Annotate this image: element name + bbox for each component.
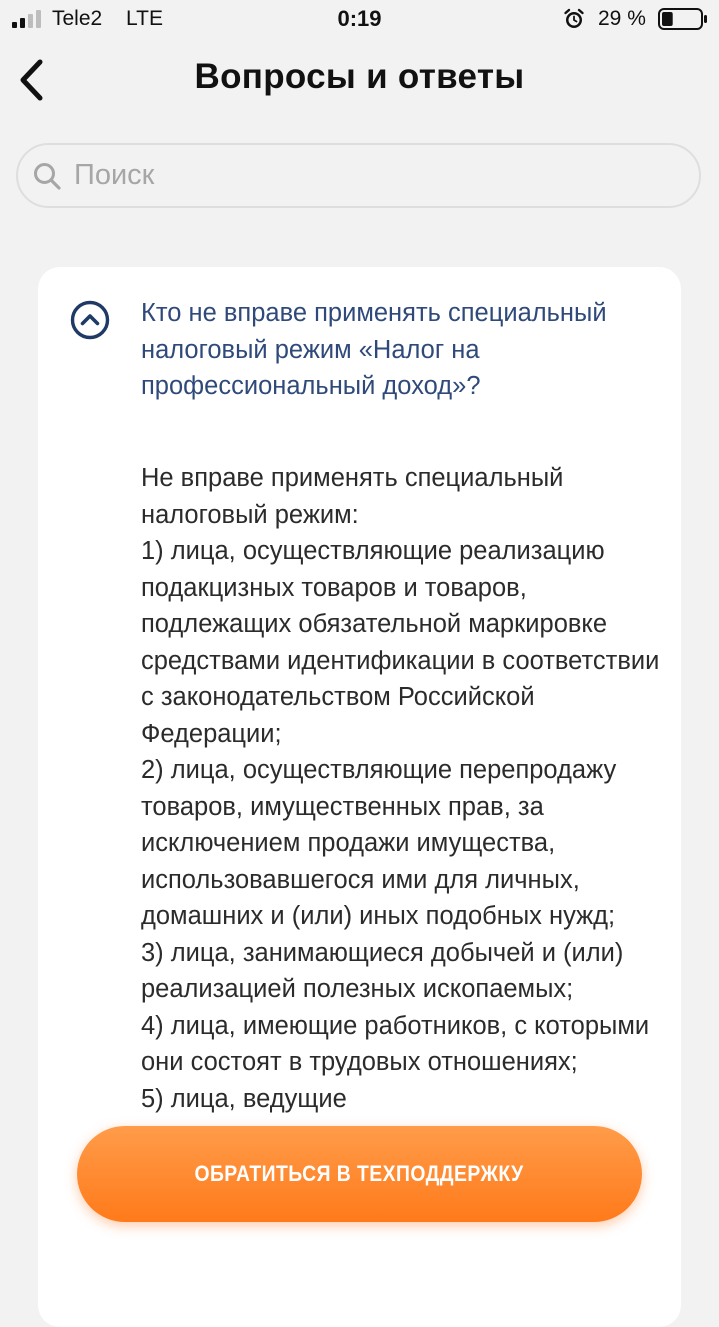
contact-support-button[interactable] bbox=[77, 1126, 642, 1222]
faq-answer: Не вправе применять специальный налоговый режим: 1) лица, осуществляющие реализацию подакцизных товаров и товаров, подлежащих обязательной маркировке средствами идентификации в соответствии с законодательством Российской Федерации; 2) лица, осуществляющие перепродажу товаров, имущественных прав, за исключением продажи имущества, использовавшегося ими для личных, домашних и (или) иных подобных нужд; 3) лица, занимающиеся добычей и (или) реализацией полезных ископаемых; 4) лица, имеющие работников, с которыми они состоят в трудовых отношениях; 5) лица, ведущие bbox=[141, 464, 660, 1113]
clock: 0:19 bbox=[337, 6, 382, 31]
status-bar bbox=[0, 0, 719, 40]
network-type: LTE bbox=[126, 7, 163, 30]
battery-icon bbox=[658, 8, 708, 30]
navigation-bar bbox=[0, 45, 719, 115]
page-title: Вопросы и ответы bbox=[194, 57, 525, 96]
carrier-name: Tele2 bbox=[52, 7, 103, 30]
contact-support-label: ОБРАТИТЬСЯ В ТЕХПОДДЕРЖКУ bbox=[194, 1161, 525, 1186]
faq-question[interactable]: Кто не вправе применять специальный налоговый режим «Налог на профессиональный доход»? bbox=[141, 299, 607, 400]
battery-percentage: 29 % bbox=[598, 7, 646, 30]
search-input[interactable] bbox=[74, 159, 634, 192]
search-bar[interactable] bbox=[16, 143, 701, 208]
chevron-up-circle-icon[interactable] bbox=[70, 300, 110, 340]
search-icon bbox=[32, 161, 62, 191]
alarm-icon bbox=[563, 8, 585, 30]
